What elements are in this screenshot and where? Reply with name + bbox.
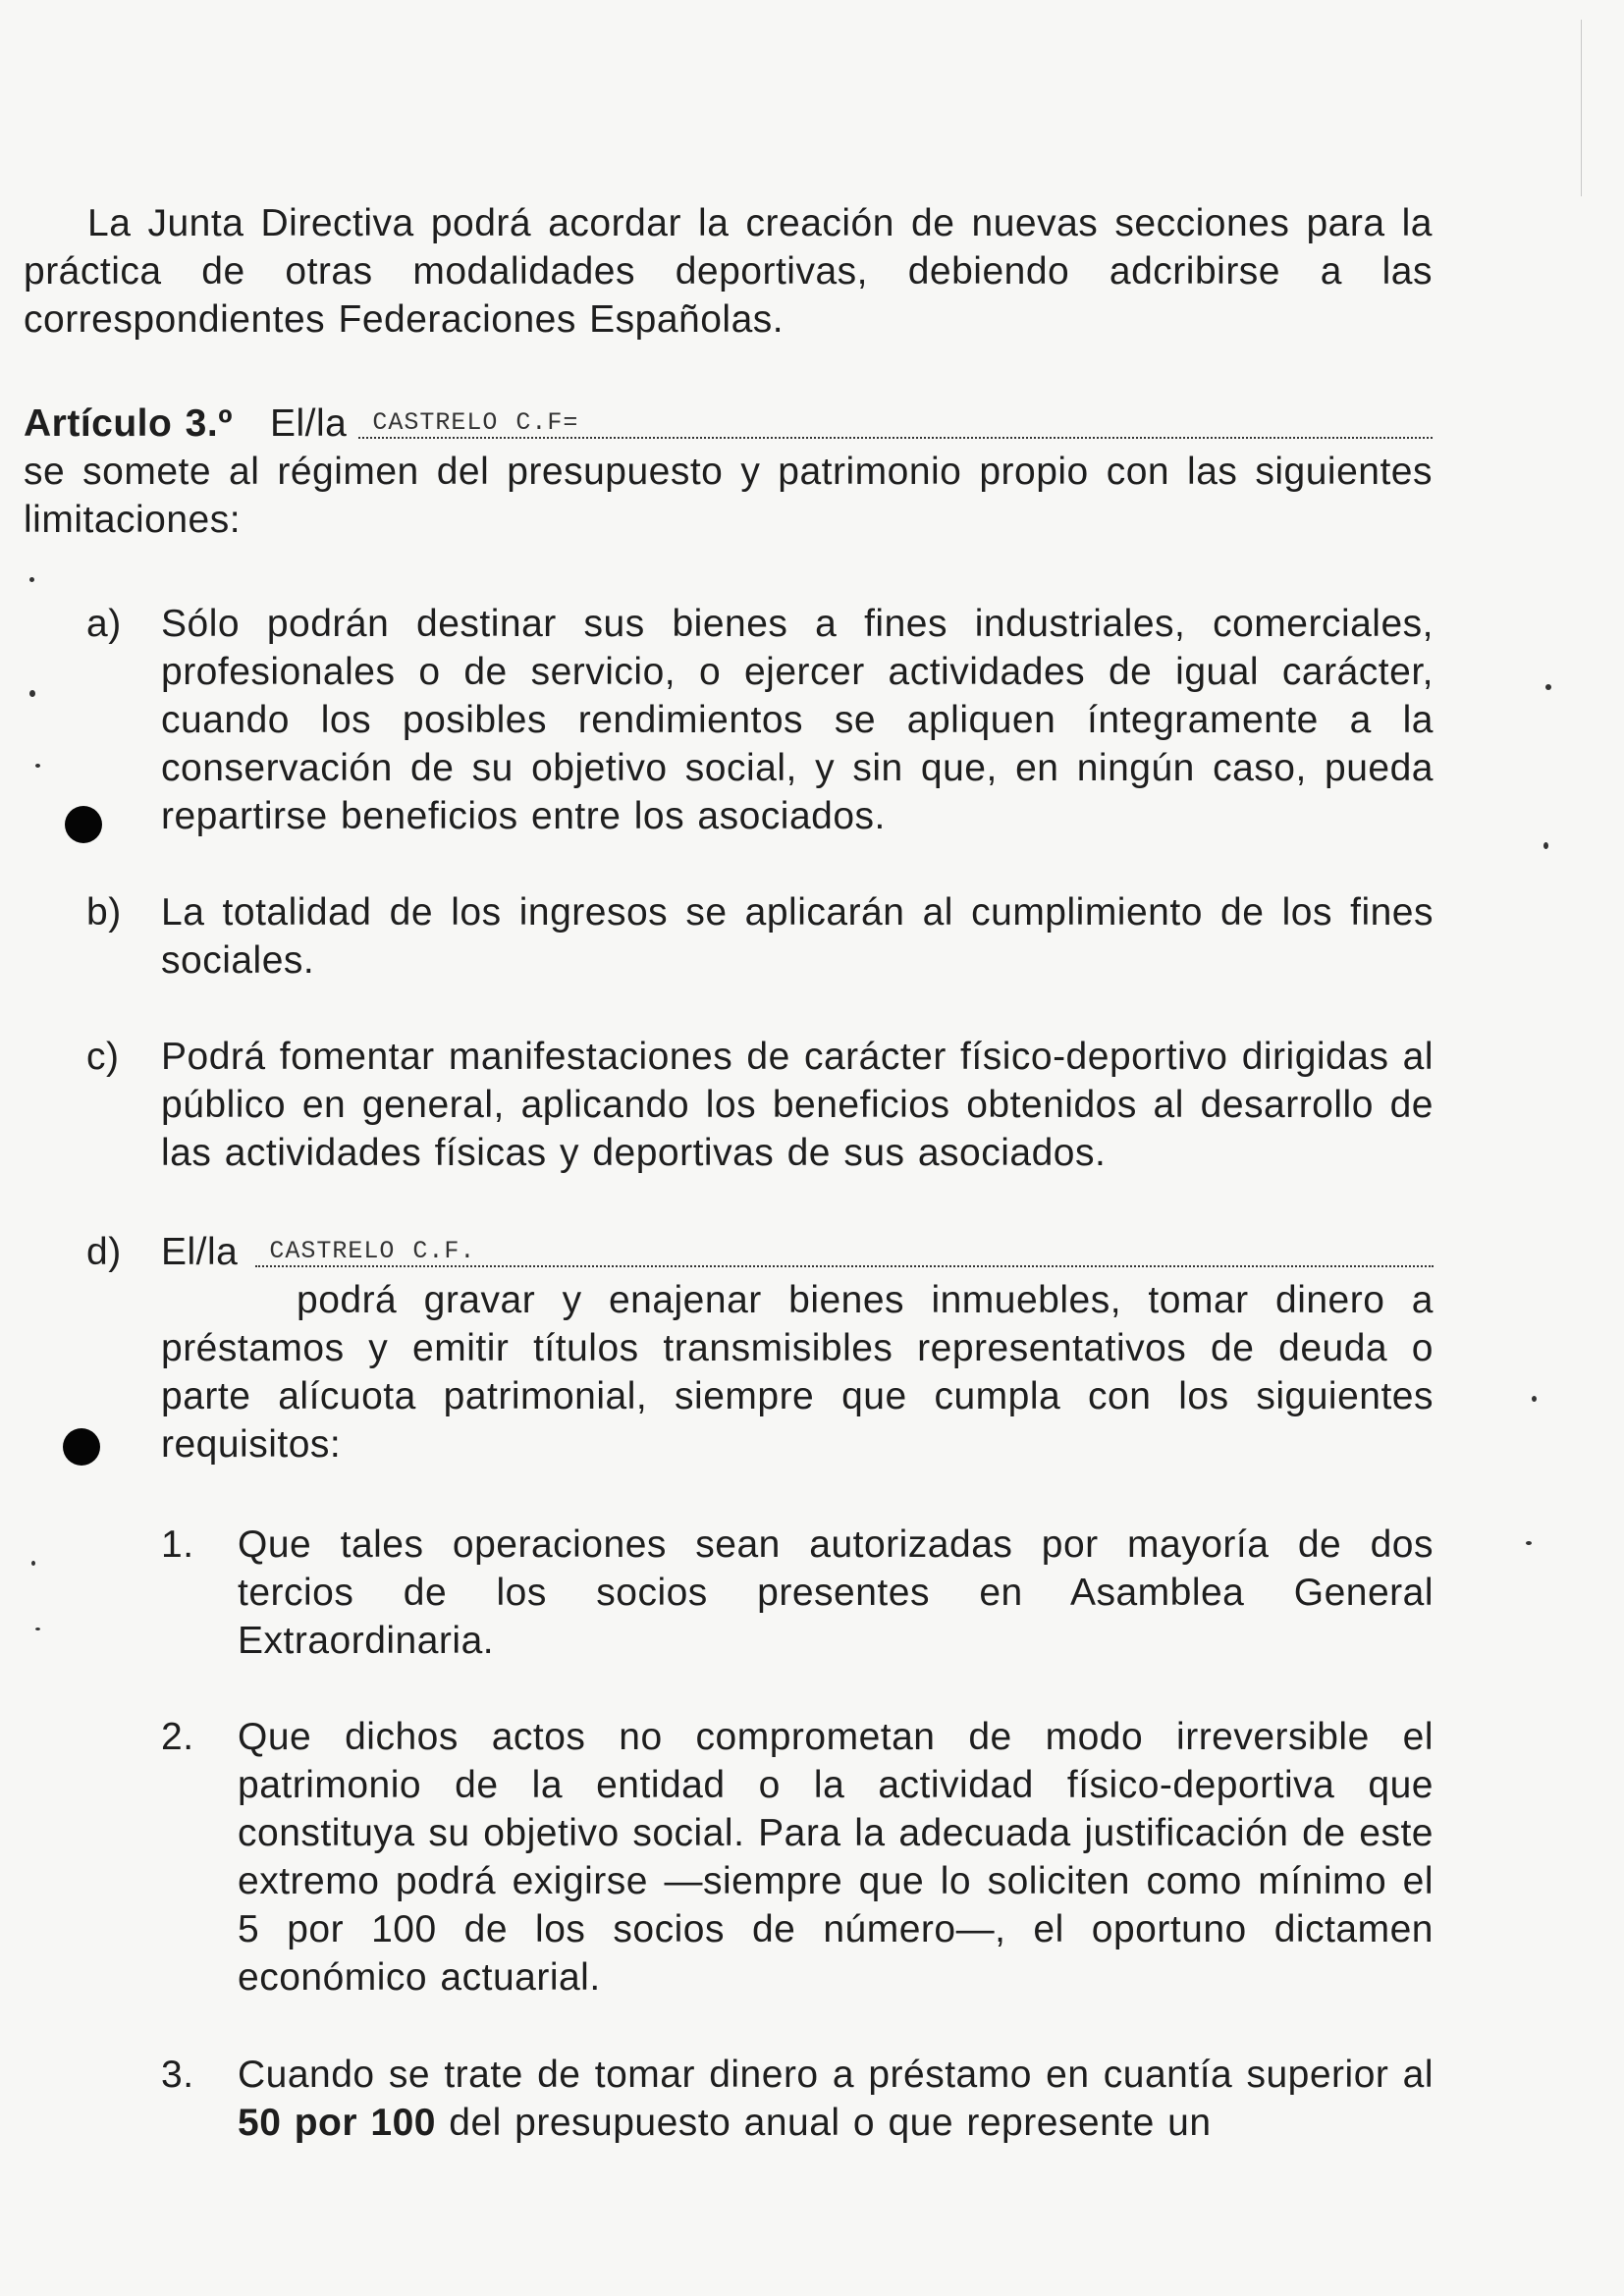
requirement-1 [161,1521,1434,1665]
scan-speck [31,1561,35,1566]
requirement-1-text: Que tales operaciones sean autorizadas por mayoría de dos tercios de los socios presentes en Asamblea General Extraordinaria. [238,1523,1434,1662]
requirement-3-number: 3. [161,2054,194,2096]
scan-speck [29,690,35,697]
item-b-label: b) [86,891,122,934]
requirement-2-number: 2. [161,1716,194,1758]
requirement-3-text [238,2051,1434,2147]
article-3-club-name: CASTRELO C.F= [372,408,579,437]
scan-speck [35,764,40,768]
article-3-heading-line [24,400,1433,448]
item-d-heading-line [161,1228,1434,1276]
requirement-2 [161,1713,1434,2002]
item-d-club-name: CASTRELO C.F. [269,1237,476,1265]
item-c-text: Podrá fomentar manifestaciones de carácter físico-deportivo dirigidas al público en general, aplicando los beneficios obtenidos al desarrollo de las actividades físicas y deportivas de sus asociados. [161,1036,1434,1174]
requirement-3-text-before: Cuando se trate de tomar dinero a préstamo en cuantía superior al [238,2054,1434,2096]
scan-speck [1543,842,1548,849]
requirement-1-number: 1. [161,1523,194,1566]
requirement-2-text: Que dichos actos no comprometan de modo irreversible el patrimonio de la entidad o la actividad físico-deportiva que constituya su objetivo social. Para la adecuada justificación de este extremo podrá exigirse —siempre que lo soliciten como mínimo el 5 por 100 de los socios de número—, el oportuno dictamen económico actuarial. [238,1716,1434,1999]
article-3-el-la: El/la [269,402,348,445]
scan-speck [35,1628,40,1630]
item-d [86,1228,1434,1468]
item-a-text: Sólo podrán destinar sus bienes a fines industriales, comerciales, profesionales o de servicio, o ejercer actividades de igual carácter, cuando los posibles rendimientos se apliquen íntegramente a la conservación de su objetivo social, y sin que, en ningún caso, pueda repartirse beneficios entre los asociados. [161,603,1434,837]
punch-hole-bottom [63,1428,100,1466]
item-d-el-la: El/la [161,1231,239,1273]
item-c [86,1033,1434,1177]
scan-speck [1526,1541,1532,1545]
item-a [86,600,1434,840]
intro-paragraph: La Junta Directiva podrá acordar la creación de nuevas secciones para la práctica de otras modalidades deportivas, debiendo adcribirse a las correspondientes Federaciones Españolas. [24,202,1433,341]
item-d-body [161,1228,1434,1468]
page-edge-mark [1581,20,1582,196]
item-c-label: c) [86,1036,120,1078]
item-b [86,888,1434,985]
item-d-text: podrá gravar y enajenar bienes inmuebles, tomar dinero a préstamos y emitir títulos transmisibles representativos de deuda o parte alícuota patrimonial, siempre que cumpla con los siguientes requisitos: [161,1279,1434,1466]
article-3-heading: Artículo 3.º [24,402,233,445]
scan-speck [1532,1396,1537,1402]
punch-hole-top [65,806,102,843]
item-b-text: La totalidad de los ingresos se aplicarán al cumplimiento de los fines sociales. [161,891,1434,982]
requirement-3-text-bold: 50 por 100 [238,2102,436,2144]
article-3-name-field [358,403,1433,439]
requirement-3-text-after: del presupuesto anual o que represente un [449,2102,1212,2144]
scan-speck [1545,684,1551,690]
item-a-label: a) [86,603,122,645]
scan-speck [29,577,34,582]
article-3 [24,400,1433,544]
item-d-label: d) [86,1231,122,1273]
item-d-name-field [255,1232,1434,1267]
requirement-3 [161,2051,1434,2147]
article-3-continuation: se somete al régimen del presupuesto y patrimonio propio con las siguientes limitaciones: [24,451,1433,541]
